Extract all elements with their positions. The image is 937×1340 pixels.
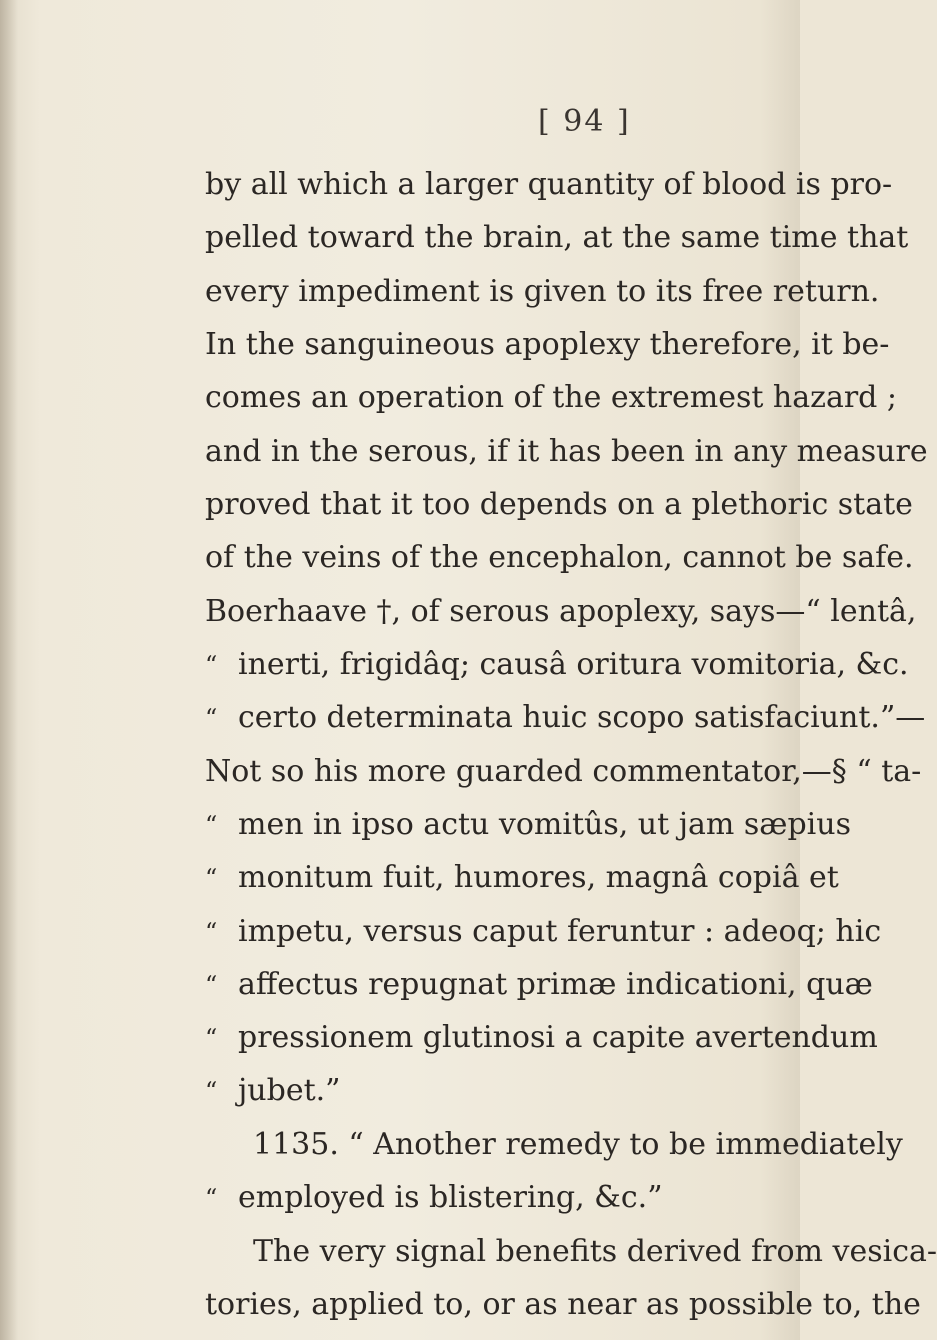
text-line-18: jubet.” [238, 1073, 341, 1108]
quote-mark: “ [205, 1077, 218, 1105]
text-line-21: The very signal benefits derived from vesica- [253, 1234, 937, 1269]
quote-mark: “ [205, 1024, 218, 1052]
quote-mark: “ [205, 704, 218, 732]
text-line-6: and in the serous, if it has been in any measure [205, 434, 928, 469]
quote-mark: “ [205, 971, 218, 999]
text-line-17: pressionem glutinosi a capite avertendum [238, 1020, 878, 1055]
quote-mark: “ [205, 918, 218, 946]
text-line-16: affectus repugnat primæ indicationi, quæ [238, 967, 873, 1002]
text-line-15: impetu, versus caput feruntur : adeoq; hic [238, 914, 882, 949]
text-line-11: certo determinata huic scopo satisfaciunt.”— [238, 700, 926, 735]
text-line-7: proved that it too depends on a plethoric state [205, 487, 913, 522]
quote-mark: “ [205, 811, 218, 839]
text-line-4: In the sanguineous apoplexy therefore, it be- [205, 327, 890, 362]
text-line-20: employed is blistering, &c.” [238, 1180, 663, 1215]
quote-mark: “ [205, 1184, 218, 1212]
text-line-12: Not so his more guarded commentator,—§ “ ta- [205, 754, 922, 789]
quote-mark: “ [205, 864, 218, 892]
text-line-3: every impediment is given to its free return. [205, 274, 880, 309]
text-line-19: 1135. “ Another remedy to be immediately [253, 1127, 903, 1162]
text-line-22: tories, applied to, or as near as possible to, the [205, 1287, 921, 1322]
text-line-2: pelled toward the brain, at the same time that [205, 220, 909, 255]
text-line-1: by all which a larger quantity of blood is pro- [205, 167, 893, 202]
text-line-5: comes an operation of the extremest hazard ; [205, 380, 898, 415]
page-number: [ 94 ] [538, 104, 631, 139]
text-line-14: monitum fuit, humores, magnâ copiâ et [238, 860, 839, 895]
page-edge-shadow [0, 0, 18, 1340]
text-line-8: of the veins of the encephalon, cannot be safe. [205, 540, 914, 575]
text-line-13: men in ipso actu vomitûs, ut jam sæpius [238, 807, 851, 842]
quote-mark: “ [205, 651, 218, 679]
text-line-9: Boerhaave †, of serous apoplexy, says—“ lentâ, [205, 594, 917, 629]
text-line-10: inerti, frigidâq; causâ oritura vomitoria, &c. [238, 647, 909, 682]
